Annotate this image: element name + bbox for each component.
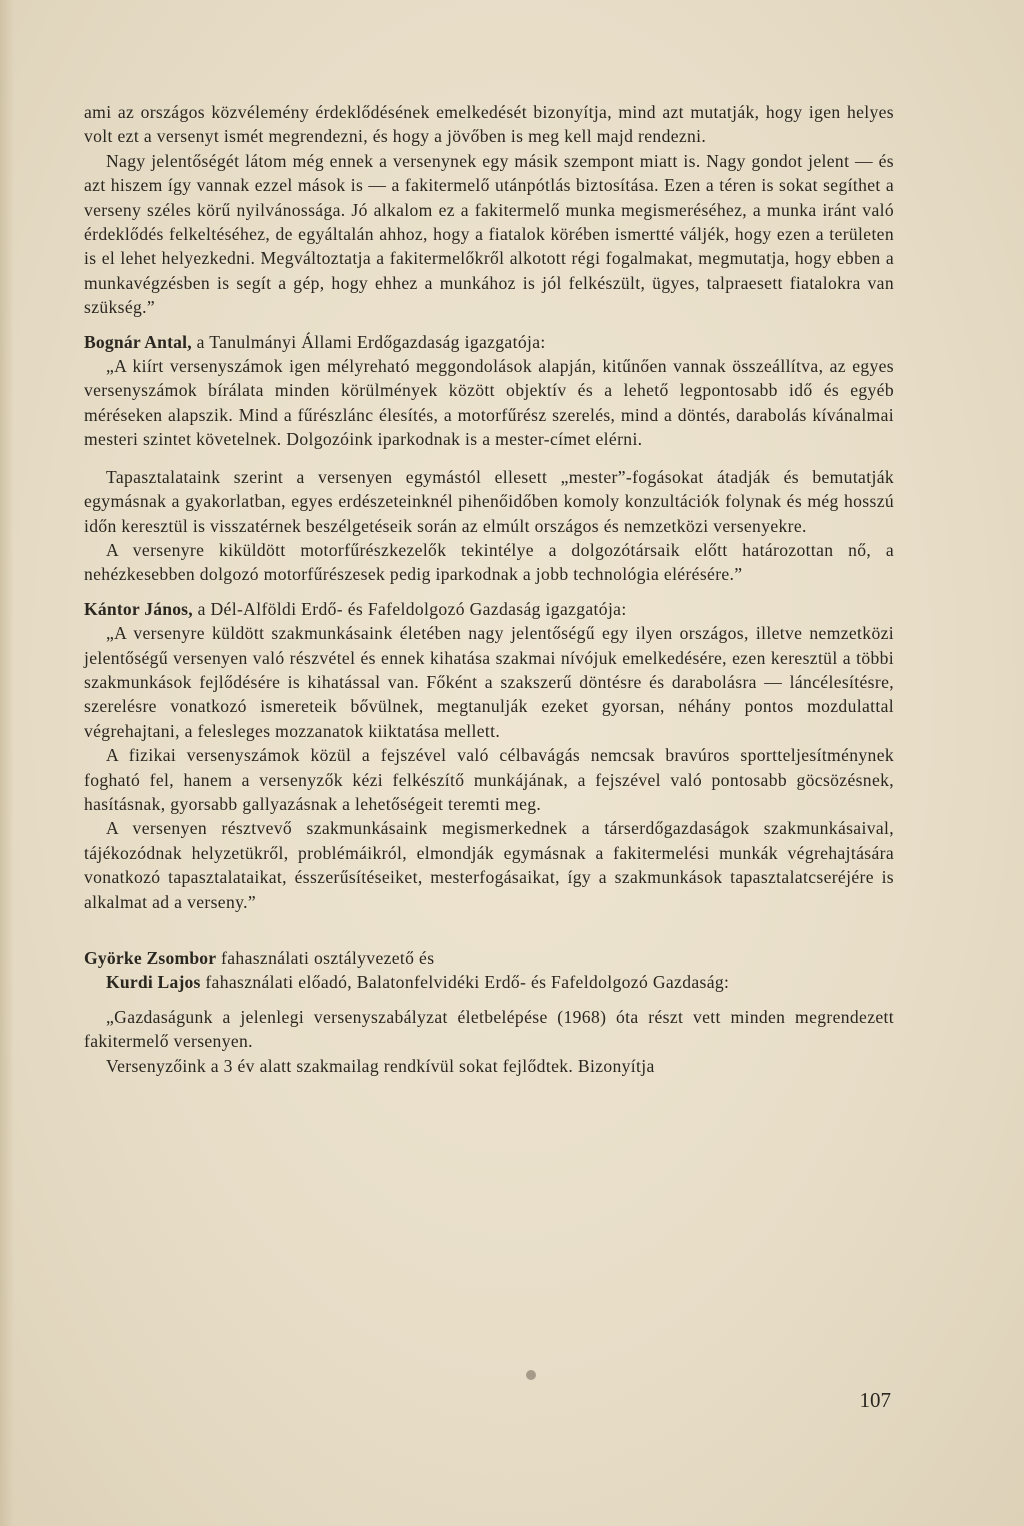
paragraph-intro-1: ami az országos közvélemény érdeklődésének emelkedését bizonyítja, mind azt mutatják, hogy igen helyes volt ezt a versenyt ismét megrendezni, és hogy a jövőben is meg kell majd rendezni. [84,102,894,147]
speaker-role: a Dél-Alföldi Erdő- és Fafeldolgozó Gazdaság igazgatója: [192,598,627,619]
speaker-name: Györke Zsombor [84,948,217,968]
body-text [84,100,894,1078]
quote-paragraph: „A versenyre küldött szakmunkásaink életében nagy jelentőségű egy ilyen országos, illetve nemzetközi jelentőségű versenyen való részvétel és ennek kihatása szakmai nívójuk emelkedésére, ezen keresztül a többi szakmunkások fejlődésére is kihatással van. Főként a szakszerű döntésre és darabolásra — láncélesítésre, szerelésre vonatkozó ismereteik bővülnek, megtanulják ezeket gyorsan, néhány pontos mozdulattal végrehajtani, a felesleges mozzanatok kiiktatása mellett. [84,623,894,741]
quote-paragraph: A versenyen résztvevő szakmunkásaink megismerkednek a társerdőgazdaságok szakmunkásaival, tájékozódnak helyzetükről, problémáikról, elmondják egymásnak a fakitermelési munkák végrehajtására vonatkozó tapasztalataikat, ésszerűsítéseiket, mesterfogásaikat, így a szakmunkások tapasztalatcseréjére is alkalmat ad a verseny.” [84,818,894,912]
speaker-role: fahasználati előadó, Balatonfelvidéki Erdő- és Fafeldolgozó Gazdaság: [200,972,730,993]
speaker-bognar [84,330,894,354]
quote-paragraph: A fizikai versenyszámok közül a fejszével való célbavágás nemcsak bravúros sportteljesítménynek fogható fel, hanem a versenyzők kézi felkészítő munkájának, a fejszével való pontosabb göcsözésnek, hasításnak, gyorsabb gallyazásnak a lehetőségeit teremti meg. [84,745,894,814]
quote-paragraph: „A kiírt versenyszámok igen mélyreható meggondolások alapján, kitűnően vannak összeállítva, az egyes versenyszámok bírálata minden körülmények között objektív és a lehető legpontosabb idő és egyéb méréseken alapszik. Mind a fűrészlánc élesítés, a motorfűrész szerelés, mind a döntés, darabolás kívánalmai mesteri szintet követelnek. Dolgozóink iparkodnak is a mester-címet elérni. [84,356,894,450]
speaker-name: Kurdi Lajos [106,972,201,993]
speaker-role: a Tanulmányi Állami Erdőgazdaság igazgatója: [191,331,546,352]
speaker-kurdi [84,970,894,994]
speaker-gyorke [84,946,894,970]
speaker-kantor [84,597,894,621]
speaker-role: fahasználati osztályvezető és [216,948,435,968]
quote-paragraph: Tapasztalataink szerint a versenyen egymástól ellesett „mester”-fogásokat átadják és bemutatják egymásnak a gyakorlatban, egyes erdészeteinknél pihenőidőben komoly konzultációk folynak és még hosszú időn keresztül is visszatérnek beszélgetéseik során az elmúlt országos és nemzetközi versenyekre. [84,466,894,536]
page-number: 107 [859,1388,891,1412]
speaker-name: Bognár Antal, [84,331,192,352]
ink-stain [526,1370,536,1380]
paragraph-intro-2: Nagy jelentőségét látom még ennek a versenynek egy másik szempont miatt is. Nagy gondot jelent — és azt hiszem így vannak ezzel mások is — a fakitermelő utánpótlás biztosítása. Ezen a téren is sokat segíthet a verseny széles körű nyilvánossága. Jó alkalom ez a fakitermelő munka megismeréséhez, a munka iránt való érdeklődés felkeltéséhez, de egyáltalán ahhoz, hogy a fiatalok körében ismertté váljék, hogy ezen a területen is el lehet helyezkedni. Megváltoztatja a fakitermelőkről alkotott régi fogalmakat, megmutatja, hogy ebben a munkavégzésben is segít a gép, hogy ehhez a munkához is jól felkészült, ügyes, talpraesett fiatalokra van szükség.” [84,150,894,318]
quote-paragraph: Versenyzőink a 3 év alatt szakmailag rendkívül sokat fejlődtek. Bizonyítja [106,1055,655,1076]
quote-paragraph: „Gazdaságunk a jelenlegi versenyszabályzat életbelépése (1968) óta részt vett minden megrendezett fakitermelő versenyen. [84,1006,894,1052]
quote-paragraph: A versenyre kiküldött motorfűrészkezelők tekintélye a dolgozótársaik előtt határozottan nő, a nehézkesebben dolgozó motorfűrészesek pedig iparkodnak a jobb technológia elérésére.” [84,539,894,585]
speaker-name: Kántor János, [84,598,193,619]
